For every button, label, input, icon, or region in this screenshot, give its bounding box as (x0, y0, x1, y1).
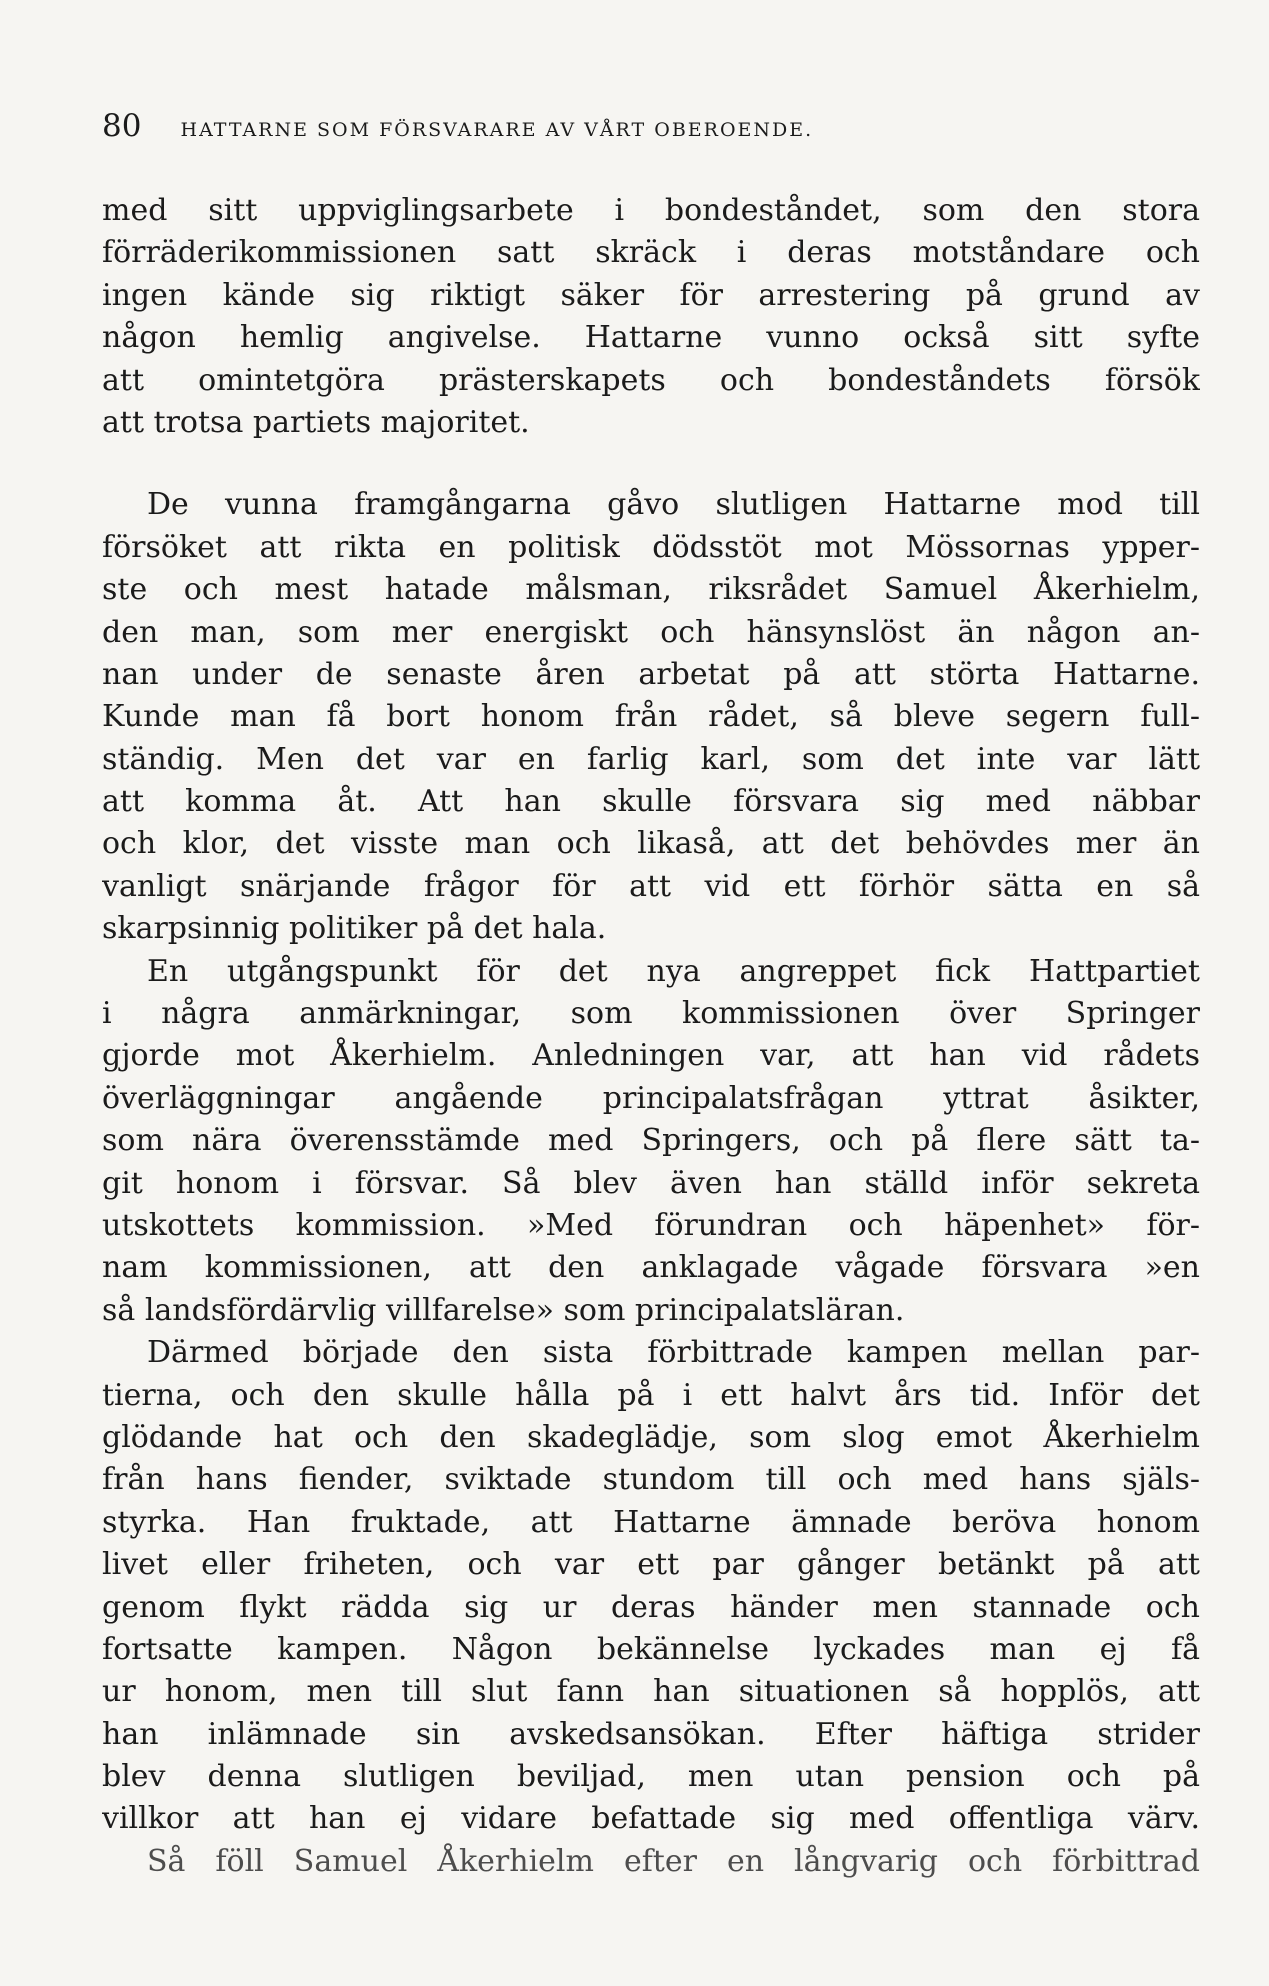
paragraph-spacing (102, 444, 1200, 484)
text-line: ingen kände sig riktigt säker för arrestering på grund av (102, 277, 1200, 313)
text-line: att komma åt. Att han skulle försvara sig med näbbar (102, 784, 1200, 820)
text-line: att omintetgöra prästerskapets och bondeståndets försök (102, 362, 1200, 398)
text-line: Så föll Samuel Åkerhielm efter en långvarig och förbittrad (147, 1843, 1200, 1879)
page-header (102, 108, 1202, 152)
text-line: från hans fiender, sviktade stundom till och med hans själs- (102, 1462, 1200, 1498)
text-line: blev denna slutligen beviljad, men utan pension och på (102, 1759, 1200, 1795)
text-line: skarpsinnig politiker på det hala. (102, 911, 607, 947)
text-line: nam kommissionen, att den anklagade vågade försvara »en (102, 1250, 1200, 1286)
text-line: glödande hat och den skadeglädje, som slog emot Åkerhielm (102, 1419, 1200, 1455)
text-line: överläggningar angående principalatsfrågan yttrat åsikter, (102, 1080, 1200, 1116)
body-text (102, 190, 1200, 1883)
text-line: De vunna framgångarna gåvo slutligen Hattarne mod till (147, 487, 1200, 523)
paragraph-5 (102, 1841, 1200, 1883)
text-line: livet eller friheten, och var ett par gånger betänkt på att (102, 1547, 1200, 1583)
text-line: Kunde man få bort honom från rådet, så bleve segern full- (102, 699, 1200, 735)
text-line: försöket att rikta en politisk dödsstöt mot Mössornas ypper- (102, 529, 1200, 565)
text-line: gjorde mot Åkerhielm. Anledningen var, att han vid rådets (102, 1038, 1200, 1074)
page-number: 80 (102, 108, 142, 144)
text-line: git honom i försvar. Så blev även han ställd inför sekreta (102, 1165, 1200, 1201)
text-line: med sitt uppviglingsarbete i bondeståndet, som den stora (102, 193, 1200, 228)
paragraph-1 (102, 190, 1200, 444)
text-line: vanligt snärjande frågor för att vid ett förhör sätta en så (102, 868, 1200, 904)
text-line: tierna, och den skulle hålla på i ett halvt års tid. Inför det (102, 1377, 1200, 1413)
text-line: förräderikommissionen satt skräck i deras motståndare och (102, 235, 1200, 271)
text-line: ständig. Men det var en farlig karl, som det inte var lätt (102, 741, 1200, 777)
text-line: ur honom, men till slut fann han situationen så hopplös, att (102, 1674, 1200, 1710)
text-line: så landsfördärvlig villfarelse» som principalatsläran. (102, 1292, 905, 1328)
text-line: och klor, det visste man och likaså, att det behövdes mer än (102, 826, 1200, 862)
text-line: fortsatte kampen. Någon bekännelse lyckades man ej få (102, 1631, 1200, 1667)
running-title: HATTARNE SOM FÖRSVARARE AV VÅRT OBEROENDE. (180, 119, 814, 141)
text-line: Därmed började den sista förbittrade kampen mellan par- (147, 1335, 1200, 1371)
text-line: som nära överensstämde med Springers, och på flere sätt ta- (102, 1123, 1200, 1159)
text-line: utskottets kommission. »Med förundran och häpenhet» för- (102, 1207, 1200, 1243)
text-line: styrka. Han fruktade, att Hattarne ämnade beröva honom (102, 1504, 1200, 1540)
paragraph-3 (102, 951, 1200, 1333)
text-line: ste och mest hatade målsman, riksrådet Samuel Åkerhielm, (102, 572, 1200, 608)
text-line: nan under de senaste åren arbetat på att störta Hattarne. (102, 656, 1200, 692)
paragraph-4 (102, 1332, 1200, 1841)
text-line: han inlämnade sin avskedsansökan. Efter häftiga strider (102, 1716, 1200, 1752)
text-line: villkor att han ej vidare befattade sig med offentliga värv. (102, 1801, 1200, 1837)
text-line: att trotsa partiets majoritet. (102, 404, 530, 440)
text-line: den man, som mer energiskt och hänsynslöst än någon an- (102, 614, 1200, 650)
text-line: genom flykt rädda sig ur deras händer men stannade och (102, 1589, 1200, 1625)
text-line: någon hemlig angivelse. Hattarne vunno också sitt syfte (102, 320, 1200, 356)
text-line: i några anmärkningar, som kommissionen över Springer (102, 996, 1200, 1032)
text-line: En utgångspunkt för det nya angreppet fick Hattpartiet (147, 953, 1200, 989)
paragraph-2 (102, 484, 1200, 950)
